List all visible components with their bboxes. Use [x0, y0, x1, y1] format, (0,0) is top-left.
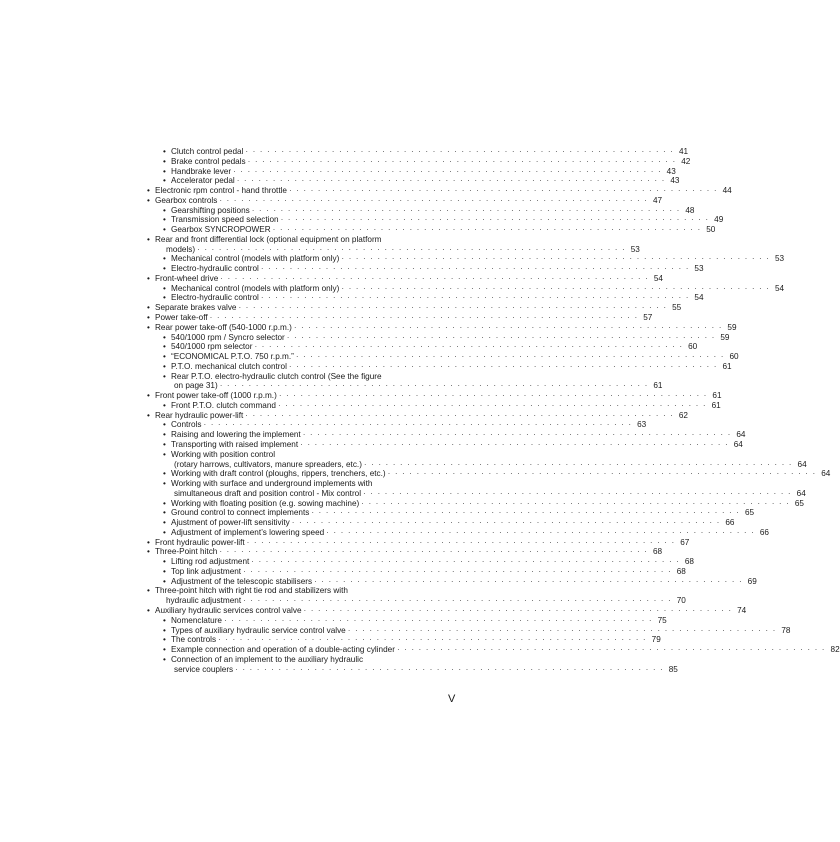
toc-entry[interactable] [147, 332, 730, 343]
toc-entry-page: 44 [722, 186, 732, 196]
bullet-icon: • [163, 283, 166, 293]
toc-entry[interactable] [147, 225, 716, 235]
dot-leader: · · · · · · · · · · · · · · · · · · · · · · · · · · · · · · · · · · · · · · · · · · · · · · · · · · · · · · · · · · · · [197, 244, 626, 254]
dot-leader: · · · · · · · · · · · · · · · · · · · · · · · · · · · · · · · · · · · · · · · · · · · · · · · · · · · · · · · · · · · · [363, 459, 793, 469]
toc-entry-title: Working with surface and underground implements with [171, 479, 373, 489]
toc-entry-page: 79 [651, 635, 661, 645]
toc-entry[interactable] [147, 352, 739, 362]
toc-entry-title: Connection of an implement to the auxiliary hydraulic [171, 654, 364, 664]
bullet-icon: • [147, 322, 150, 332]
toc-entry-page: 74 [737, 605, 747, 615]
bullet-icon: • [163, 293, 166, 303]
toc-entry-page: 85 [668, 664, 678, 674]
toc-entry[interactable] [147, 147, 689, 157]
toc-entry-page: 68 [684, 557, 694, 567]
dot-leader: · · · · · · · · · · · · · · · · · · · · · · · · · · · · · · · · · · · · · · · · · · · · · · · · · · · · · · · · · · · · [288, 361, 718, 371]
toc-entry[interactable] [147, 303, 682, 313]
toc-entry-page: 63 [637, 420, 647, 430]
dot-leader: · · · · · · · · · · · · · · · · · · · · · · · · · · · · · · · · · · · · · · · · · · · · · · · · · · · · · · · · · · · · [235, 664, 664, 674]
toc-entry[interactable] [147, 635, 661, 645]
toc-entry[interactable] [147, 254, 785, 264]
toc-entry-page: 82 [830, 645, 840, 655]
dot-leader: · · · · · · · · · · · · · · · · · · · · · · · · · · · · · · · · · · · · · · · · · · · · · · · · · · · · · · · · · · · · [293, 322, 723, 332]
toc-entry-page: 57 [643, 313, 653, 323]
toc-entry-title: Ajustment of power-lift sensitivity [171, 518, 290, 528]
toc-entry-title: 540/1000 rpm / Syncro selector [171, 332, 285, 342]
dot-leader: · · · · · · · · · · · · · · · · · · · · · · · · · · · · · · · · · · · · · · · · · · · · · · · · · · · · · · · · · · · · [246, 537, 676, 547]
toc-entry[interactable] [147, 479, 454, 489]
dot-leader: · · · · · · · · · · · · · · · · · · · · · · · · · · · · · · · · · · · · · · · · · · · · · · · · · · · · · · · · · · · · [245, 410, 674, 420]
bullet-icon: • [163, 176, 166, 186]
toc-entry-page: 64 [733, 439, 743, 449]
toc-entry-title: Clutch control pedal [171, 147, 244, 156]
toc-entry[interactable] [147, 400, 721, 411]
toc-entry-page: 43 [670, 176, 680, 186]
toc-entry[interactable] [147, 342, 698, 352]
dot-leader: · · · · · · · · · · · · · · · · · · · · · · · · · · · · · · · · · · · · · · · · · · · · · · · · · · · · · · · · · · · · [243, 596, 672, 606]
toc-entry[interactable] [147, 439, 743, 450]
page-number: V [448, 693, 456, 705]
bullet-icon: • [147, 234, 150, 244]
toc-entry[interactable] [147, 293, 704, 303]
toc-entry-page: 59 [727, 322, 737, 332]
toc-entry-title: Electronic rpm control - hand throttle [155, 186, 287, 196]
toc-entry[interactable] [147, 322, 737, 333]
dot-leader: · · · · · · · · · · · · · · · · · · · · · · · · · · · · · · · · · · · · · · · · · · · · · · · · · · · · · · · · · · · · [238, 303, 668, 313]
toc-entry-title: (rotary harrows, cultivators, manure spreaders, etc.) [174, 459, 362, 469]
toc-entry-title: Adjustment of implement’s lowering speed [171, 527, 325, 537]
toc-entry-page: 68 [676, 566, 686, 576]
toc-entry[interactable] [147, 273, 663, 284]
toc-entry-page: 66 [759, 527, 769, 537]
dot-leader: · · · · · · · · · · · · · · · · · · · · · · · · · · · · · · · · · · · · · · · · · · · · · · · · · · · · · · · · · · · · [223, 615, 653, 625]
bullet-icon: • [163, 342, 166, 352]
toc-entry[interactable] [147, 361, 732, 372]
dot-leader: · · · · · · · · · · · · · · · · · · · · · · · · · · · · · · · · · · · · · · · · · · · · · · · · · · · · · · · · · · · · [396, 645, 826, 655]
bullet-icon: • [163, 371, 166, 381]
toc-entry[interactable] [147, 391, 722, 401]
bullet-icon: • [163, 352, 166, 362]
dot-leader: · · · · · · · · · · · · · · · · · · · · · · · · · · · · · · · · · · · · · · · · · · · · · · · · · · · · · · · · · · · · [280, 215, 710, 225]
toc-entry[interactable] [147, 420, 647, 430]
toc-entry-title: Gearshifting positions [171, 205, 250, 215]
dot-leader: · · · · · · · · · · · · · · · · · · · · · · · · · · · · · · · · · · · · · · · · · · · · · · · · · · · · · · · · · · · · [254, 342, 684, 352]
toc-entry-title: Rear P.T.O. electro-hydraulic clutch control (See the figure [171, 371, 382, 381]
dot-leader: · · · · · · · · · · · · · · · · · · · · · · · · · · · · · · · · · · · · · · · · · · · · · · · · · · · · · · · · · · · · [341, 283, 771, 293]
toc-entry-title: Top link adjustment [171, 566, 242, 576]
bullet-icon: • [163, 215, 166, 225]
toc-entry[interactable] [147, 664, 678, 675]
toc-entry-title: simultaneous draft and position control - Mix control [174, 488, 362, 498]
toc-entry[interactable] [147, 264, 704, 274]
dot-leader: · · · · · · · · · · · · · · · · · · · · · · · · · · · · · · · · · · · · · · · · · · · · · · · · · · · · · · · · · · · · [251, 205, 681, 215]
toc-entry-page: 54 [694, 293, 704, 303]
toc-entry-page: 43 [666, 166, 676, 176]
toc-entry-page: 75 [657, 615, 667, 625]
toc-entry-title: Example connection and operation of a double-acting cylinder [171, 645, 395, 655]
dot-leader: · · · · · · · · · · · · · · · · · · · · · · · · · · · · · · · · · · · · · · · · · · · · · · · · · · · · · · · · · · · · [219, 381, 649, 391]
dot-leader: · · · · · · · · · · · · · · · · · · · · · · · · · · · · · · · · · · · · · · · · · · · · · · · · · · · · · · · · · · · · [251, 557, 680, 567]
toc-entry-title: Lifting rod adjustment [171, 557, 250, 567]
toc-entry-page: 64 [736, 430, 746, 440]
toc-entry-title: Power take-off [155, 313, 208, 323]
toc-entry-title: Handbrake lever [171, 166, 232, 176]
dot-leader: · · · · · · · · · · · · · · · · · · · · · · · · · · · · · · · · · · · · · · · · · · · · · · · · · · · · · · · · · · · · [272, 225, 702, 235]
toc-entry-title: Electro-hydraulic control [171, 264, 259, 274]
bullet-icon: • [163, 205, 166, 215]
toc-entry-title: Front-wheel drive [155, 273, 219, 283]
toc-entry-page: 61 [711, 400, 721, 410]
dot-leader: · · · · · · · · · · · · · · · · · · · · · · · · · · · · · · · · · · · · · · · · · · · · · · · · · · · · · · · · · · · · [219, 195, 649, 205]
bullet-icon: • [163, 654, 166, 664]
dot-leader: · · · · · · · · · · · · · · · · · · · · · · · · · · · · · · · · · · · · · · · · · · · · · · · · · · · · · · · · · · · · [311, 508, 741, 518]
toc-entry[interactable] [147, 586, 454, 596]
toc-entry-page: 65 [794, 498, 804, 508]
toc-entry-title: Electro-hydraulic control [171, 293, 259, 303]
dot-leader: · · · · · · · · · · · · · · · · · · · · · · · · · · · · · · · · · · · · · · · · · · · · · · · · · · · · · · · · · · · · [291, 518, 721, 528]
toc-entry-page: 53 [774, 254, 785, 264]
toc-entry-page: 54 [653, 273, 663, 283]
toc-entry-title: Front hydraulic power-lift [155, 537, 245, 547]
dot-leader: · · · · · · · · · · · · · · · · · · · · · · · · · · · · · · · · · · · · · · · · · · · · · · · · · · · · · · · · · · · · [278, 391, 708, 401]
toc-entry-page: 53 [694, 264, 704, 274]
toc-entry-page: 61 [653, 381, 663, 391]
toc-entry-page: 49 [714, 215, 724, 225]
toc-entry-title: Auxiliary hydraulic services control valve [155, 605, 302, 615]
toc-entry[interactable] [147, 372, 454, 382]
toc-entry[interactable] [147, 527, 769, 538]
bullet-icon: • [147, 313, 150, 323]
dot-leader: · · · · · · · · · · · · · · · · · · · · · · · · · · · · · · · · · · · · · · · · · · · · · · · · · · · · · · · · · · · · [219, 547, 649, 557]
dot-leader: · · · · · · · · · · · · · · · · · · · · · · · · · · · · · · · · · · · · · · · · · · · · · · · · · · · · · · · · · · · · [295, 352, 725, 362]
toc-entry-title: Rear power take-off (540-1000 r.p.m.) [155, 322, 292, 332]
bullet-icon: • [163, 479, 166, 489]
dot-leader: · · · · · · · · · · · · · · · · · · · · · · · · · · · · · · · · · · · · · · · · · · · · · · · · · · · · · · · · · · · · [326, 527, 755, 537]
toc-entry-title: Mechanical control (models with platform only) [171, 254, 340, 264]
toc-entry[interactable] [147, 176, 680, 186]
toc-entry[interactable] [147, 283, 785, 294]
toc-entry-page: 65 [744, 508, 755, 518]
bullet-icon: • [163, 645, 166, 655]
toc-entry-title: P.T.O. mechanical clutch control [171, 361, 287, 371]
toc-entry[interactable] [147, 605, 747, 616]
dot-leader: · · · · · · · · · · · · · · · · · · · · · · · · · · · · · · · · · · · · · · · · · · · · · · · · · · · · · · · · · · · · [220, 273, 649, 283]
toc-entry-page: 78 [781, 625, 791, 635]
dot-leader: · · · · · · · · · · · · · · · · · · · · · · · · · · · · · · · · · · · · · · · · · · · · · · · · · · · · · · · · · · · · [387, 469, 817, 479]
toc-entry-page: 69 [747, 576, 757, 586]
toc-entry-page: 55 [672, 303, 682, 313]
toc-entry[interactable] [147, 655, 454, 665]
bullet-icon: • [163, 508, 166, 518]
bullet-icon: • [147, 195, 150, 205]
toc-entry[interactable] [147, 645, 840, 655]
toc-entry-title: Adjustment of the telescopic stabilisers [171, 576, 313, 586]
bullet-icon: • [163, 625, 166, 635]
toc-entry[interactable] [147, 547, 663, 557]
toc-entry-page: 70 [676, 596, 686, 606]
toc-entry[interactable] [147, 576, 757, 587]
dot-leader: · · · · · · · · · · · · · · · · · · · · · · · · · · · · · · · · · · · · · · · · · · · · · · · · · · · · · · · · · · · · [347, 625, 777, 635]
bullet-icon: • [163, 518, 166, 528]
toc-entry-page: 47 [652, 195, 663, 205]
toc-entry-page: 50 [706, 225, 716, 235]
toc-entry[interactable] [147, 488, 806, 499]
toc-entry[interactable] [147, 469, 831, 479]
bullet-icon: • [163, 557, 166, 567]
toc-entry-title: 540/1000 rpm selector [171, 342, 253, 352]
toc-entry-title: Separate brakes valve [155, 303, 237, 313]
dot-leader: · · · · · · · · · · · · · · · · · · · · · · · · · · · · · · · · · · · · · · · · · · · · · · · · · · · · · · · · · · · · [341, 254, 771, 264]
toc-entry[interactable] [147, 450, 454, 460]
bullet-icon: • [147, 605, 150, 615]
bullet-icon: • [163, 527, 166, 537]
toc-entry-page: 41 [678, 147, 689, 156]
dot-leader: · · · · · · · · · · · · · · · · · · · · · · · · · · · · · · · · · · · · · · · · · · · · · · · · · · · · · · · · · · · · [314, 576, 743, 586]
bullet-icon: • [163, 361, 166, 371]
toc-entry[interactable] [147, 235, 454, 245]
toc-entry-title: Gearbox controls [155, 195, 218, 205]
toc-entry-title: Front power take-off (1000 r.p.m.) [155, 391, 277, 401]
toc-entry-title: hydraulic adjustment [166, 596, 242, 606]
toc-entry-page: 68 [652, 547, 663, 557]
toc-entry-page: 64 [821, 469, 831, 479]
toc-entry-title: Transporting with raised implement [171, 439, 299, 449]
dot-leader: · · · · · · · · · · · · · · · · · · · · · · · · · · · · · · · · · · · · · · · · · · · · · · · · · · · · · · · · · · · · [236, 176, 666, 186]
toc-entry[interactable] [147, 186, 732, 196]
dot-leader: · · · · · · · · · · · · · · · · · · · · · · · · · · · · · · · · · · · · · · · · · · · · · · · · · · · · · · · · · · · · [209, 313, 639, 323]
toc-entry-title: Controls [171, 420, 202, 430]
dot-leader: · · · · · · · · · · · · · · · · · · · · · · · · · · · · · · · · · · · · · · · · · · · · · · · · · · · · · · · · · · · · [260, 293, 690, 303]
bullet-icon: • [147, 586, 150, 596]
toc-entry-title: Raising and lowering the implement [171, 430, 301, 440]
toc-entry[interactable] [147, 195, 663, 206]
toc-entry-title: models) [166, 244, 196, 254]
toc-entry[interactable] [147, 205, 695, 216]
table-of-contents [147, 147, 840, 674]
bullet-icon: • [163, 147, 166, 156]
bullet-icon: • [163, 566, 166, 576]
bullet-icon: • [163, 156, 166, 166]
dot-leader: · · · · · · · · · · · · · · · · · · · · · · · · · · · · · · · · · · · · · · · · · · · · · · · · · · · · · · · · · · · · [286, 332, 716, 342]
bullet-icon: • [163, 430, 166, 440]
toc-entry-title: Three-point hitch with right tie rod and stabilizers with [155, 586, 348, 596]
toc-entry[interactable] [147, 498, 804, 509]
dot-leader: · · · · · · · · · · · · · · · · · · · · · · · · · · · · · · · · · · · · · · · · · · · · · · · · · · · · · · · · · · · · [247, 156, 677, 166]
toc-entry-title: Mechanical control (models with platform only) [171, 283, 340, 293]
toc-entry[interactable] [147, 508, 755, 518]
toc-entry[interactable] [147, 518, 735, 528]
toc-entry[interactable] [147, 625, 791, 636]
bullet-icon: • [163, 449, 166, 459]
toc-entry-title: Ground control to connect implements [171, 508, 310, 518]
toc-entry-title: on page 31) [174, 381, 218, 391]
toc-entry-title: Gearbox SYNCROPOWER [171, 225, 271, 235]
bullet-icon: • [163, 264, 166, 274]
toc-entry-page: 60 [688, 342, 698, 352]
toc-entry-title: Brake control pedals [171, 156, 246, 166]
toc-entry-page: 61 [712, 391, 722, 401]
toc-entry[interactable] [147, 615, 667, 626]
toc-entry-title: Working with draft control (ploughs, rippers, trenchers, etc.) [171, 469, 386, 479]
bullet-icon: • [163, 439, 166, 449]
bullet-icon: • [163, 254, 166, 264]
dot-leader: · · · · · · · · · · · · · · · · · · · · · · · · · · · · · · · · · · · · · · · · · · · · · · · · · · · · · · · · · · · · [361, 498, 790, 508]
toc-entry-title: Nomenclature [171, 615, 222, 625]
toc-entry-page: 54 [774, 283, 785, 293]
toc-entry[interactable] [147, 566, 686, 577]
toc-entry-page: 61 [722, 361, 732, 371]
toc-entry-title: Rear hydraulic power-lift [155, 410, 244, 420]
bullet-icon: • [163, 615, 166, 625]
dot-leader: · · · · · · · · · · · · · · · · · · · · · · · · · · · · · · · · · · · · · · · · · · · · · · · · · · · · · · · · · · · · [300, 439, 729, 449]
dot-leader: · · · · · · · · · · · · · · · · · · · · · · · · · · · · · · · · · · · · · · · · · · · · · · · · · · · · · · · · · · · · [218, 635, 647, 645]
toc-entry[interactable] [147, 430, 746, 440]
toc-entry-title: Types of auxiliary hydraulic service control valve [171, 625, 346, 635]
toc-entry[interactable] [147, 381, 663, 391]
toc-entry-page: 53 [630, 244, 640, 254]
bullet-icon: • [163, 225, 166, 235]
bullet-icon: • [147, 273, 150, 283]
bullet-icon: • [147, 303, 150, 313]
bullet-icon: • [163, 420, 166, 430]
toc-entry[interactable] [147, 410, 688, 421]
toc-entry[interactable] [147, 166, 676, 177]
dot-leader: · · · · · · · · · · · · · · · · · · · · · · · · · · · · · · · · · · · · · · · · · · · · · · · · · · · · · · · · · · · · [288, 186, 718, 196]
dot-leader: · · · · · · · · · · · · · · · · · · · · · · · · · · · · · · · · · · · · · · · · · · · · · · · · · · · · · · · · · · · · [233, 166, 662, 176]
bullet-icon: • [147, 410, 150, 420]
bullet-icon: • [163, 332, 166, 342]
dot-leader: · · · · · · · · · · · · · · · · · · · · · · · · · · · · · · · · · · · · · · · · · · · · · · · · · · · · · · · · · · · · [243, 566, 672, 576]
toc-entry-page: 62 [678, 410, 688, 420]
toc-entry[interactable] [147, 557, 694, 567]
bullet-icon: • [163, 166, 166, 176]
bullet-icon: • [163, 576, 166, 586]
dot-leader: · · · · · · · · · · · · · · · · · · · · · · · · · · · · · · · · · · · · · · · · · · · · · · · · · · · · · · · · · · · · [277, 400, 707, 410]
toc-entry-title: service couplers [174, 664, 234, 674]
dot-leader: · · · · · · · · · · · · · · · · · · · · · · · · · · · · · · · · · · · · · · · · · · · · · · · · · · · · · · · · · · · · [245, 147, 675, 156]
toc-entry-title: The controls [171, 635, 217, 645]
toc-entry[interactable] [147, 596, 686, 606]
toc-entry-title: “ECONOMICAL P.T.O. 750 r.p.m.” [171, 352, 294, 362]
toc-entry-title: Three-Point hitch [155, 547, 218, 557]
bullet-icon: • [147, 537, 150, 547]
toc-entry-page: 67 [680, 537, 690, 547]
toc-entry[interactable] [147, 215, 724, 225]
bullet-icon: • [163, 635, 166, 645]
bullet-icon: • [147, 547, 150, 557]
toc-entry-page: 66 [725, 518, 735, 528]
dot-leader: · · · · · · · · · · · · · · · · · · · · · · · · · · · · · · · · · · · · · · · · · · · · · · · · · · · · · · · · · · · · [203, 420, 633, 430]
toc-entry-title: Transmission speed selection [171, 215, 279, 225]
bullet-icon: • [163, 498, 166, 508]
bullet-icon: • [147, 186, 150, 196]
toc-entry-page: 64 [797, 459, 807, 469]
dot-leader: · · · · · · · · · · · · · · · · · · · · · · · · · · · · · · · · · · · · · · · · · · · · · · · · · · · · · · · · · · · · [363, 488, 792, 498]
dot-leader: · · · · · · · · · · · · · · · · · · · · · · · · · · · · · · · · · · · · · · · · · · · · · · · · · · · · · · · · · · · · [303, 605, 733, 615]
toc-entry[interactable] [147, 244, 640, 255]
toc-entry-title: Front P.T.O. clutch command [171, 400, 276, 410]
toc-entry-title: Working with position control [171, 449, 276, 459]
toc-entry-page: 60 [729, 352, 739, 362]
toc-entry[interactable] [147, 156, 691, 167]
dot-leader: · · · · · · · · · · · · · · · · · · · · · · · · · · · · · · · · · · · · · · · · · · · · · · · · · · · · · · · · · · · · [260, 264, 690, 274]
toc-entry-title: Accelerator pedal [171, 176, 235, 186]
toc-entry-page: 48 [685, 205, 695, 215]
toc-entry-page: 59 [720, 332, 730, 342]
dot-leader: · · · · · · · · · · · · · · · · · · · · · · · · · · · · · · · · · · · · · · · · · · · · · · · · · · · · · · · · · · · · [302, 430, 732, 440]
toc-entry[interactable] [147, 313, 653, 323]
toc-entry[interactable] [147, 537, 690, 548]
toc-entry[interactable] [147, 459, 807, 470]
bullet-icon: • [163, 400, 166, 410]
toc-entry-page: 42 [681, 156, 691, 166]
bullet-icon: • [163, 469, 166, 479]
toc-entry-title: Working with floating position (e.g. sowing machine) [171, 498, 360, 508]
toc-entry-title: Rear and front differential lock (optional equipment on platform [155, 234, 382, 244]
bullet-icon: • [147, 391, 150, 401]
toc-entry-page: 64 [796, 488, 806, 498]
